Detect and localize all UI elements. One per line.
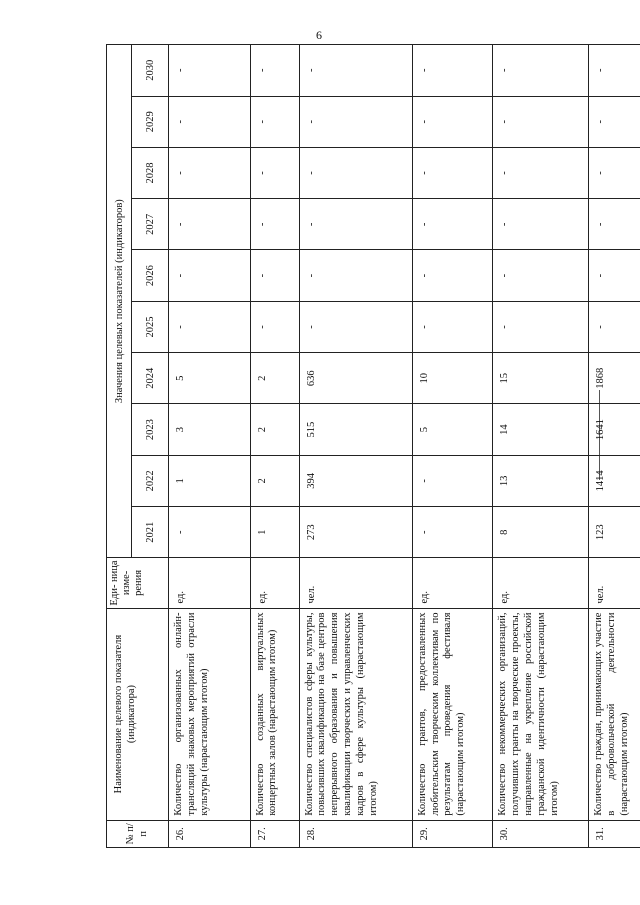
value-cell: - xyxy=(169,45,251,97)
value-cell: 1641 xyxy=(588,404,640,455)
value-cell: - xyxy=(493,301,589,352)
value-cell: 2 xyxy=(250,353,299,404)
value-cell: - xyxy=(412,455,493,506)
value-cell: 394 xyxy=(299,455,412,506)
value-cell: 273 xyxy=(299,507,412,558)
value-cell: - xyxy=(299,45,412,97)
value-cell: 1414 xyxy=(588,455,640,506)
header-row xyxy=(107,45,132,848)
value-cell: 1868 xyxy=(588,353,640,404)
indicator-name: Количество грантов, предоставленных любительским творческим коллективам по результатам проведения фестиваля (нарастающим итогом) xyxy=(412,608,493,820)
unit-cell: ед. xyxy=(412,558,493,608)
value-cell: 123 xyxy=(588,507,640,558)
table-row xyxy=(169,45,251,848)
indicator-name: Количество некоммерческих организаций, получивших гранты на творческие проекты, направленные на укрепление российской гражданской идентичности (нарастающим итогом) xyxy=(493,608,589,820)
header-year: 2028 xyxy=(132,147,169,198)
value-cell: - xyxy=(588,96,640,147)
header-year: 2026 xyxy=(132,250,169,301)
value-cell: - xyxy=(493,96,589,147)
value-cell: - xyxy=(588,301,640,352)
unit-cell: ед. xyxy=(169,558,251,608)
table-row xyxy=(412,45,493,848)
value-cell: - xyxy=(250,147,299,198)
header-year: 2022 xyxy=(132,455,169,506)
header-year: 2025 xyxy=(132,301,169,352)
value-cell: - xyxy=(250,250,299,301)
indicator-name: Количество организованных онлайн-трансляций знаковых мероприятий отрасли культуры (нарастающим итогом) xyxy=(169,608,251,820)
value-cell: - xyxy=(412,507,493,558)
header-year: 2027 xyxy=(132,199,169,250)
value-cell: - xyxy=(299,96,412,147)
unit-cell: чел. xyxy=(299,558,412,608)
header-year: 2021 xyxy=(132,507,169,558)
value-cell: - xyxy=(299,147,412,198)
indicators-table xyxy=(106,44,640,848)
value-cell: - xyxy=(299,301,412,352)
value-cell: - xyxy=(250,301,299,352)
value-cell: 636 xyxy=(299,353,412,404)
header-year: 2030 xyxy=(132,45,169,97)
value-cell: - xyxy=(169,301,251,352)
value-cell: - xyxy=(493,147,589,198)
header-unit: Еди- ница изме- рения xyxy=(107,558,169,608)
indicator-name: Количество созданных виртуальных концертных залов (нарастающим итогом) xyxy=(250,608,299,820)
header-year: 2029 xyxy=(132,96,169,147)
table-row xyxy=(250,45,299,848)
value-cell: 2 xyxy=(250,455,299,506)
header-year: 2024 xyxy=(132,353,169,404)
value-cell: - xyxy=(250,96,299,147)
indicator-name: Количество специалистов сферы культуры, повысивших квалификацию на базе центров непрерывного образования и повышения квалификации творческих и управленческих кадров в сфере культуры (нарастающим итогом) xyxy=(299,608,412,820)
row-number: 31. xyxy=(588,820,640,847)
header-values: Значения целевых показателей (индикаторов) xyxy=(107,45,132,558)
header-year: 2023 xyxy=(132,404,169,455)
value-cell: - xyxy=(588,147,640,198)
value-cell: - xyxy=(169,147,251,198)
value-cell: 8 xyxy=(493,507,589,558)
value-cell: 515 xyxy=(299,404,412,455)
value-cell: - xyxy=(588,45,640,97)
unit-cell: ед. xyxy=(493,558,589,608)
page-number: 6 xyxy=(316,28,322,42)
value-cell: 13 xyxy=(493,455,589,506)
table-row xyxy=(299,45,412,848)
value-cell: - xyxy=(412,96,493,147)
value-cell: 5 xyxy=(169,353,251,404)
indicator-name: Количество граждан, принимающих участие в добровольческой деятельности (нарастающим итогом) xyxy=(588,608,640,820)
value-cell: - xyxy=(250,45,299,97)
value-cell: 14 xyxy=(493,404,589,455)
value-cell: - xyxy=(169,507,251,558)
value-cell: 1 xyxy=(169,455,251,506)
value-cell: - xyxy=(169,199,251,250)
unit-cell: чел. xyxy=(588,558,640,608)
value-cell: - xyxy=(412,45,493,97)
value-cell: - xyxy=(412,301,493,352)
row-number: 30. xyxy=(493,820,589,847)
value-cell: 2 xyxy=(250,404,299,455)
row-number: 28. xyxy=(299,820,412,847)
value-cell: 15 xyxy=(493,353,589,404)
table-row xyxy=(588,45,640,848)
value-cell: - xyxy=(493,45,589,97)
value-cell: - xyxy=(493,250,589,301)
header-num: № п/п xyxy=(107,820,169,847)
value-cell: - xyxy=(250,199,299,250)
value-cell: - xyxy=(588,199,640,250)
value-cell: 5 xyxy=(412,404,493,455)
value-cell: - xyxy=(169,250,251,301)
value-cell: 10 xyxy=(412,353,493,404)
unit-cell: ед. xyxy=(250,558,299,608)
header-name: Наименование целевого показателя (индикатора) xyxy=(107,608,169,820)
value-cell: - xyxy=(299,199,412,250)
value-cell: - xyxy=(412,199,493,250)
value-cell: - xyxy=(169,96,251,147)
value-cell: 3 xyxy=(169,404,251,455)
value-cell: - xyxy=(412,147,493,198)
row-number: 27. xyxy=(250,820,299,847)
value-cell: - xyxy=(588,250,640,301)
table-row xyxy=(493,45,589,848)
value-cell: - xyxy=(299,250,412,301)
row-number: 26. xyxy=(169,820,251,847)
value-cell: 1 xyxy=(250,507,299,558)
value-cell: - xyxy=(412,250,493,301)
row-number: 29. xyxy=(412,820,493,847)
value-cell: - xyxy=(493,199,589,250)
